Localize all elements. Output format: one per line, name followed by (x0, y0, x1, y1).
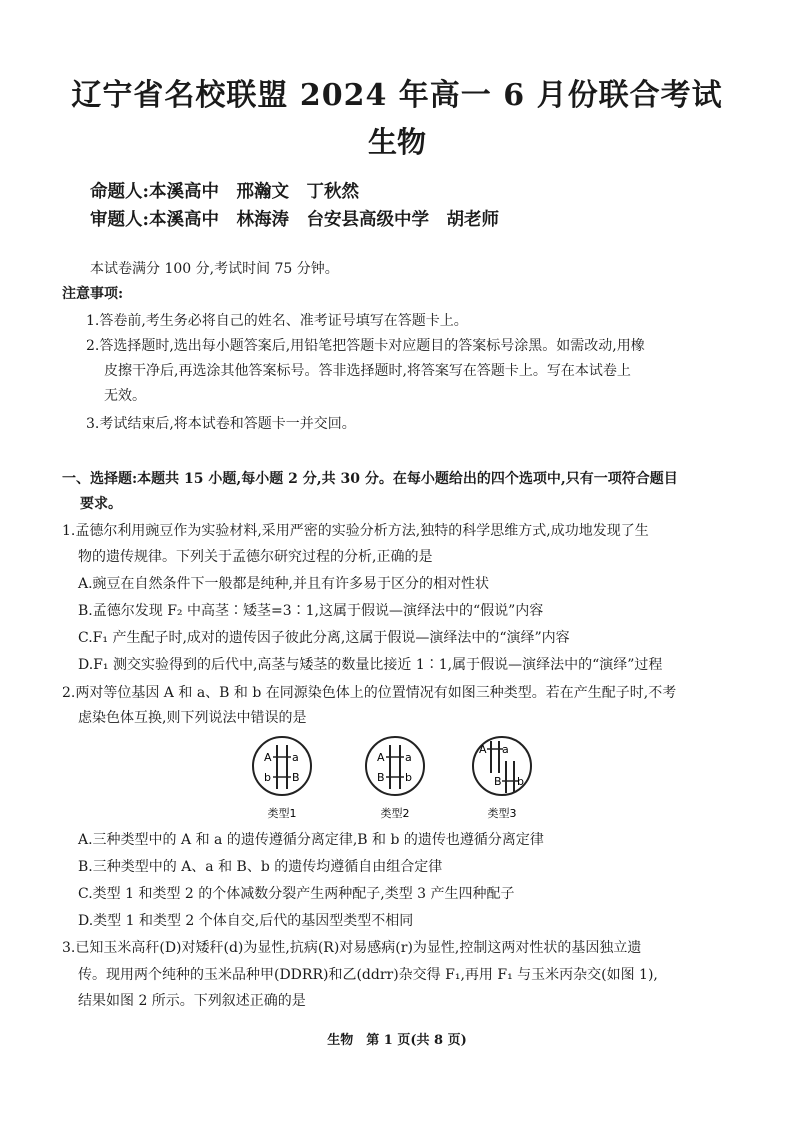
gene-a-label: a (405, 751, 412, 764)
q3-stem-2: 传。现用两个纯种的玉米品种甲(DDRR)和乙(ddrr)杂交得 F₁,再用 F₁ 与玉米丙杂交(如图 1), (78, 967, 658, 983)
type-2-label: 类型2 (380, 807, 410, 820)
q1-option-a: A.豌豆在自然条件下一般都是纯种,并且有许多易于区分的相对性状 (78, 576, 490, 592)
notes-title: 注意事项: (62, 286, 124, 302)
type-2-diagram (366, 737, 424, 820)
section-1-heading: 一、选择题:本题共 15 小题,每小题 2 分,共 30 分。在每小题给出的四个选项中,只有一项符合题目 (62, 471, 678, 487)
note-1: 1.答卷前,考生务必将自己的姓名、准考证号填写在答题卡上。 (86, 313, 468, 329)
exam-title: 辽宁省名校联盟 2024 年高一 6 月份联合考试 (71, 78, 723, 113)
type-3-diagram (473, 737, 531, 820)
q1-option-d: D.F₁ 测交实验得到的后代中,高茎与矮茎的数量比接近 1∶1,属于假说—演绎法中的“演绎”过程 (78, 657, 663, 673)
gene-B-label: B (292, 771, 300, 784)
note-2-line-3: 无效。 (104, 388, 146, 404)
q1-option-b: B.孟德尔发现 F₂ 中高茎∶矮茎=3∶1,这属于假说—演绎法中的“假说”内容 (78, 603, 544, 619)
full-score-text: 本试卷满分 100 分,考试时间 75 分钟。 (90, 261, 339, 277)
gene-A-label: A (264, 751, 272, 764)
note-2-line-2: 皮擦干净后,再选涂其他答案标号。答非选择题时,将答案写在答题卡上。写在本试卷上 (104, 363, 631, 379)
chromosome-figure (240, 733, 540, 825)
gene-b-label: b (517, 775, 524, 788)
q2-stem-1: 2.两对等位基因 A 和 a、B 和 b 在同源染色体上的位置情况有如图三种类型。若在产生配子时,不考 (62, 685, 677, 701)
reviewers-line: 审题人:本溪高中 林海涛 台安县高级中学 胡老师 (90, 210, 499, 230)
gene-B-label: B (377, 771, 385, 784)
q3-stem-1: 3.已知玉米高秆(D)对矮秆(d)为显性,抗病(R)对易感病(r)为显性,控制这两对性状的基因独立遗 (62, 940, 642, 956)
type-1-diagram (253, 737, 311, 820)
q1-option-c: C.F₁ 产生配子时,成对的遗传因子彼此分离,这属于假说—演绎法中的“演绎”内容 (78, 630, 570, 646)
subject-title: 生物 (367, 125, 426, 159)
section-1-heading-cont: 要求。 (80, 496, 122, 512)
q1-stem-2: 物的遗传规律。下列关于孟德尔研究过程的分析,正确的是 (78, 549, 433, 565)
gene-B-label: B (494, 775, 502, 788)
gene-a-label: a (502, 743, 509, 756)
q2-option-c: C.类型 1 和类型 2 的个体减数分裂产生两种配子,类型 3 产生四种配子 (78, 886, 515, 902)
page-footer: 生物 第 1 页(共 8 页) (327, 1033, 467, 1048)
type-3-label: 类型3 (487, 807, 517, 820)
q1-stem-1: 1.孟德尔利用豌豆作为实验材料,采用严密的实验分析方法,独特的科学思维方式,成功地发现了生 (62, 523, 649, 539)
q2-option-a: A.三种类型中的 A 和 a 的遗传遵循分离定律,B 和 b 的遗传也遵循分离定律 (78, 832, 544, 848)
gene-b-label: b (264, 771, 271, 784)
note-2-line-1: 2.答选择题时,选出每小题答案后,用铅笔把答题卡对应题目的答案标号涂黑。如需改动,用橡 (86, 338, 645, 354)
authors-line: 命题人:本溪高中 邢瀚文 丁秋然 (90, 182, 359, 202)
q2-option-d: D.类型 1 和类型 2 个体自交,后代的基因型类型不相同 (78, 913, 414, 929)
q2-stem-2: 虑染色体互换,则下列说法中错误的是 (78, 710, 307, 726)
gene-a-label: a (292, 751, 299, 764)
type-1-label: 类型1 (267, 807, 297, 820)
q2-option-b: B.三种类型中的 A、a 和 B、b 的遗传均遵循自由组合定律 (78, 859, 443, 875)
gene-A-label: A (377, 751, 385, 764)
gene-A-label: A (479, 743, 487, 756)
note-3: 3.考试结束后,将本试卷和答题卡一并交回。 (86, 416, 356, 432)
gene-b-label: b (405, 771, 412, 784)
q3-stem-3: 结果如图 2 所示。下列叙述正确的是 (78, 993, 306, 1009)
